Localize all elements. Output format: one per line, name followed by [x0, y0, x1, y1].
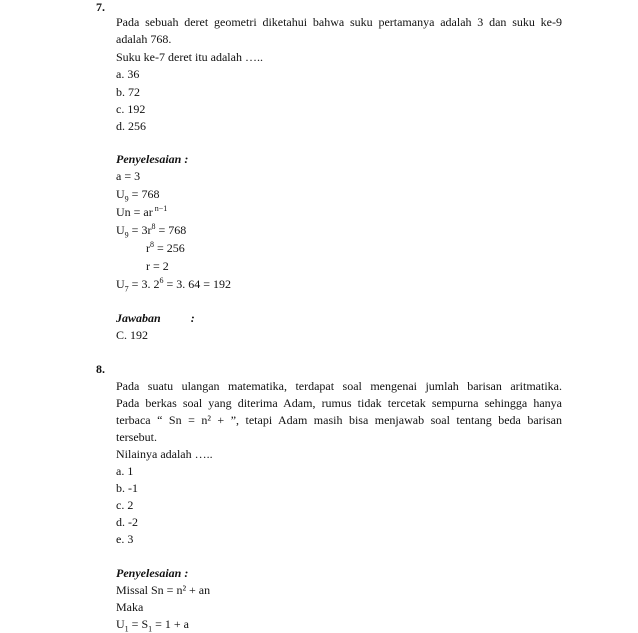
option-c: c. 192: [116, 102, 146, 116]
option-b: b. -1: [116, 481, 138, 495]
solution-heading: Penyelesaian :: [116, 566, 189, 580]
solution-heading: Penyelesaian :: [116, 152, 189, 166]
answer-value: C. 192: [116, 328, 149, 342]
question-text-line: Pada suatu ulangan matematika, terdapat soal mengenai jumlah barisan aritmatika.: [116, 379, 562, 393]
question-text-line: Nilainya adalah …..: [116, 447, 213, 461]
question-text-line: terbaca “ Sn = n² + ”, tetapi Adam masih bisa menjawab soal tentang beda barisan: [116, 413, 562, 427]
question-text-line: adalah 768.: [116, 32, 172, 46]
solution-step: Maka: [116, 600, 144, 614]
solution-step: $r^8 = 256$: [146, 240, 185, 255]
question-number: 8.: [96, 362, 105, 376]
option-b: b. 72: [116, 85, 140, 99]
question-text-line: Pada berkas soal yang diterima Adam, rumus tidak tercetak sempurna sehingga hanya: [116, 396, 562, 410]
question-number: 7.: [96, 0, 105, 14]
solution-step: r = 2: [146, 259, 169, 273]
option-a: a. 1: [116, 464, 134, 478]
answer-heading: Jawaban :: [116, 311, 195, 325]
solution-step: a = 3: [116, 169, 141, 183]
solution-step: Un = ar $^{n-1}$: [116, 204, 168, 219]
option-a: a. 36: [116, 67, 140, 81]
option-d: d. -2: [116, 515, 138, 529]
question-text-line: Pada sebuah deret geometri diketahui bahwa suku pertamanya adalah 3 dan suku ke-9: [116, 15, 562, 29]
question-text-line: Suku ke-7 deret itu adalah …..: [116, 50, 263, 64]
solution-step: $U_1 = S_1 = 1 + a$: [116, 617, 189, 633]
question-text-line: tersebut.: [116, 430, 157, 444]
option-e: e. 3: [116, 532, 134, 546]
option-c: c. 2: [116, 498, 134, 512]
option-d: d. 256: [116, 119, 146, 133]
solution-step: Missal Sn = n² + an: [116, 583, 211, 597]
solution-step: $U_7 = 3$. $2^6 = 3$. 64 = 192: [116, 276, 231, 294]
solution-step: $U_9 = 3r^8 = 768$: [116, 222, 187, 240]
solution-step: $U_9 = 768$: [116, 187, 160, 204]
